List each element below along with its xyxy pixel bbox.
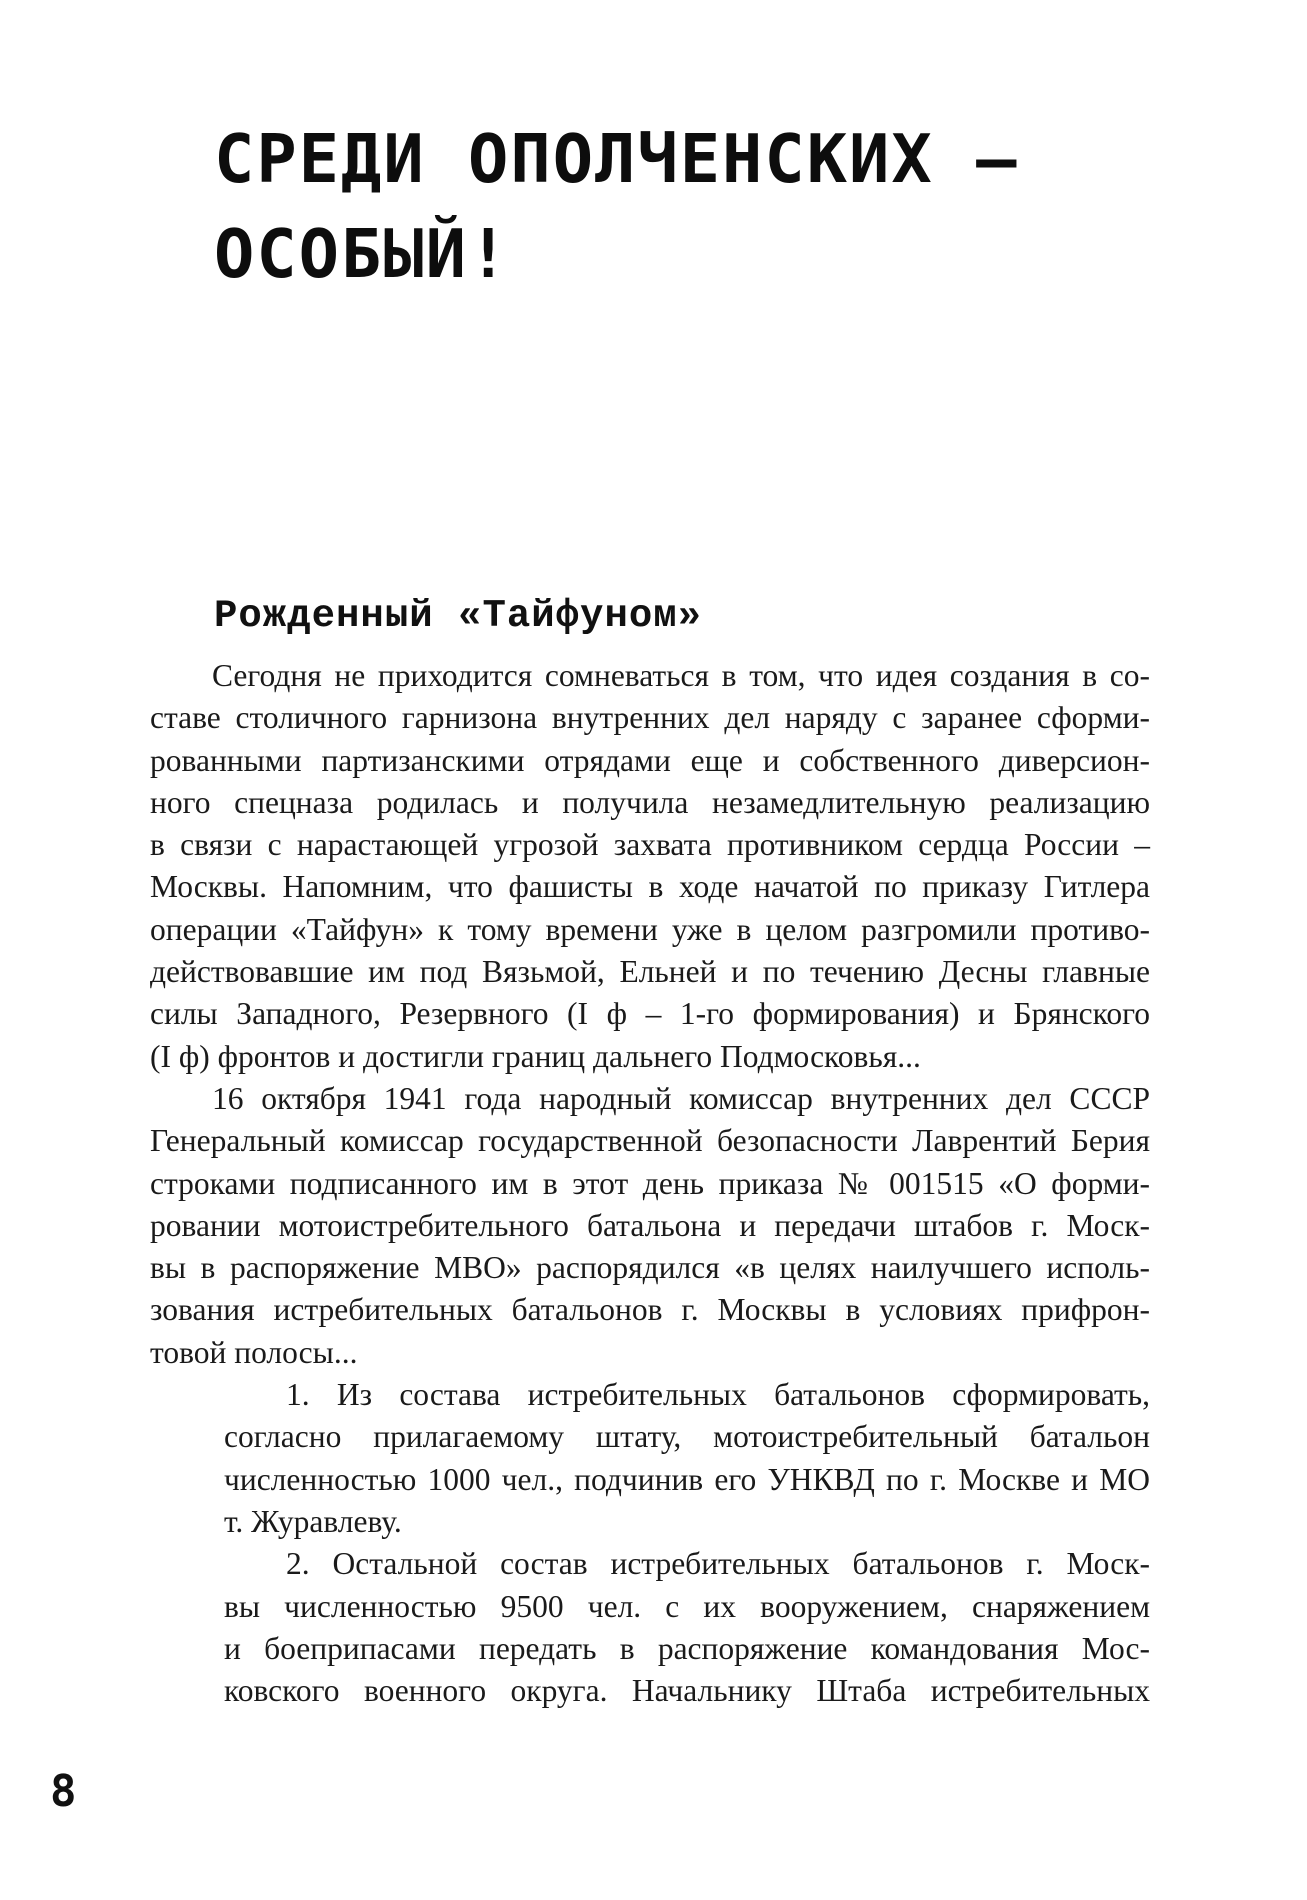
body-text [150, 655, 1150, 1712]
text-line: вы численностью 9500 чел. с их вооружением, снаряжением [224, 1588, 1150, 1624]
text-line: силы Западного, Резервного (I ф – 1-го формирования) и Брянского [150, 996, 1150, 1032]
text-line: вы в распоряжение МВО» распорядился «в целях наилучшего исполь- [150, 1250, 1150, 1286]
text-line: согласно прилагаемому штату, мотоистребительный батальон [224, 1419, 1150, 1455]
text-line: и боеприпасами передать в распоряжение командования Мос- [224, 1630, 1150, 1666]
text-line: строками подписанного им в этот день приказа № 001515 «О форми- [150, 1165, 1150, 1201]
text-line: зования истребительных батальонов г. Москвы в условиях прифрон- [150, 1292, 1150, 1328]
text-line: 1. Из состава истребительных батальонов сформировать, [286, 1377, 1150, 1413]
text-line: т. Журавлеву. [224, 1503, 402, 1539]
text-line: операции «Тайфун» к тому времени уже в целом разгромили противо- [150, 911, 1150, 947]
text-line: действовавшие им под Вязьмой, Ельней и по течению Десны главные [150, 954, 1150, 990]
chapter-title-line: СРЕДИ ОПОЛЧЕНСКИХ – [214, 120, 1019, 198]
chapter-title-line: ОСОБЫЙ! [214, 215, 511, 293]
text-line: (I ф) фронтов и достигли границ дальнего Подмосковья... [150, 1038, 921, 1074]
text-line: ставе столичного гарнизона внутренних дел наряду с заранее сформи- [150, 700, 1150, 736]
paragraph [150, 655, 1150, 1078]
section-heading: Рожденный «Тайфуном» [214, 594, 703, 638]
text-line: ковского военного округа. Начальнику Штаба истребительных [224, 1673, 1150, 1709]
text-line: ровании мотоистребительного батальона и передачи штабов г. Моск- [150, 1207, 1150, 1243]
text-line: в связи с нарастающей угрозой захвата противником сердца России – [150, 827, 1150, 863]
text-line: 16 октября 1941 года народный комиссар внутренних дел СССР [212, 1080, 1150, 1116]
chapter-title [214, 112, 1114, 302]
text-line: 2. Остальной состав истребительных батальонов г. Моск- [286, 1546, 1150, 1582]
text-line: Москвы. Напомним, что фашисты в ходе начатой по приказу Гитлера [150, 869, 1150, 905]
quote-item [224, 1543, 1150, 1712]
quote-item [224, 1374, 1150, 1543]
text-line: Сегодня не приходится сомневаться в том, что идея создания в со- [212, 658, 1150, 693]
text-line: рованными партизанскими отрядами еще и собственного диверсион- [150, 742, 1150, 778]
text-line: Генеральный комиссар государственной безопасности Лаврентий Берия [150, 1123, 1150, 1159]
page-number: 8 [50, 1766, 77, 1817]
text-line: товой полосы... [150, 1334, 358, 1370]
quote-block [224, 1374, 1150, 1712]
text-line: ного спецназа родилась и получила незамедлительную реализацию [150, 784, 1150, 820]
text-line: численностью 1000 чел., подчинив его УНКВД по г. Москве и МО [224, 1461, 1150, 1497]
paragraph [150, 1078, 1150, 1374]
